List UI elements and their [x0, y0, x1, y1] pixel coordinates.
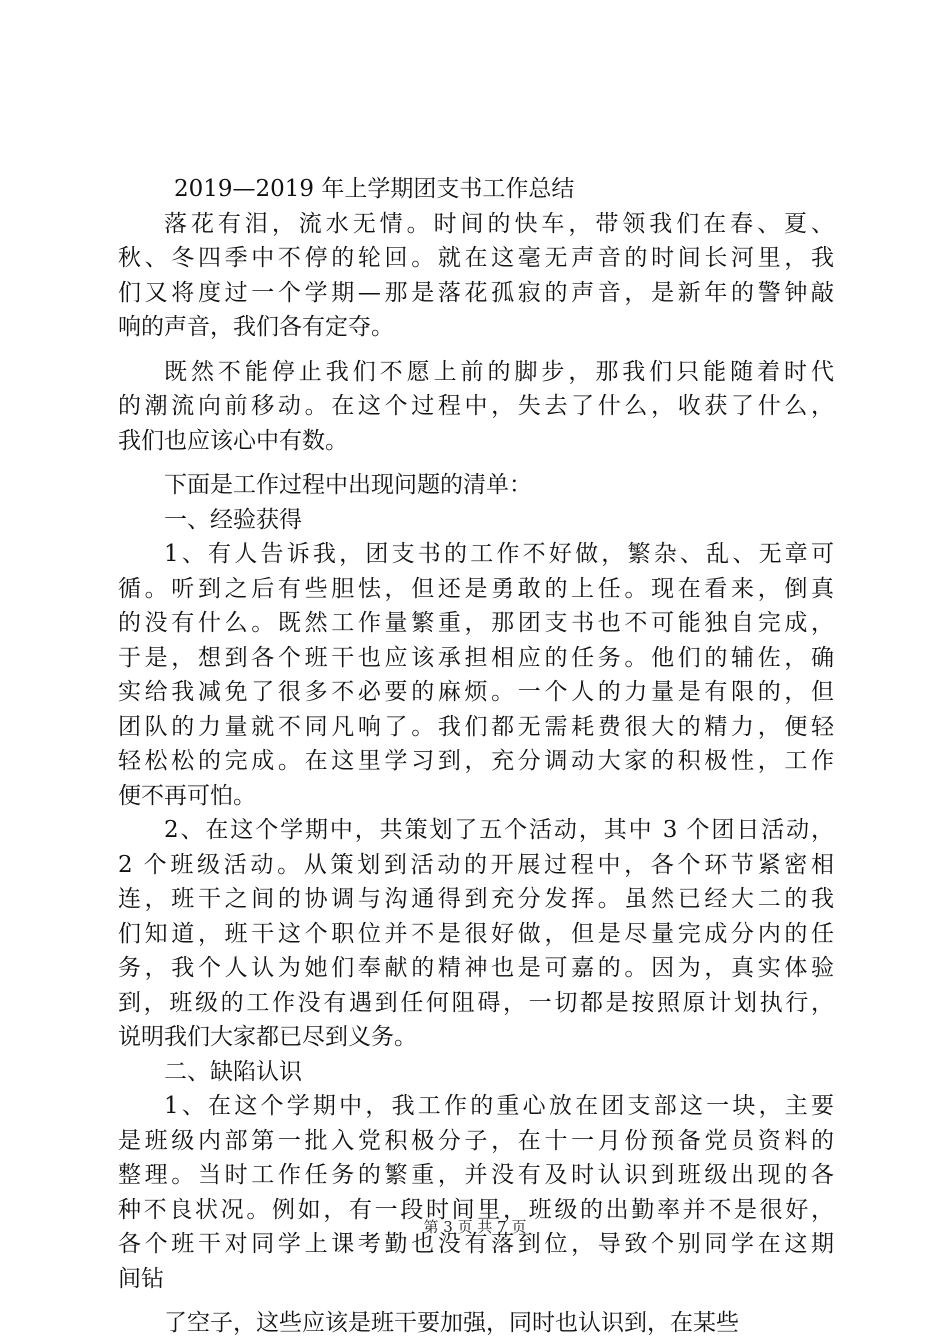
text-line: 连，班干之间的协调与沟通得到充分发挥。虽然已经大二的我	[118, 886, 834, 912]
text-line: 轻松松的完成。在这里学习到，充分调动大家的积极性，工作	[118, 748, 834, 774]
text-line: 的没有什么。既然工作量繁重，那团支书也不可能独自完成，	[118, 610, 834, 636]
text-line: 循。听到之后有些胆怯，但还是勇敢的上任。现在看来，倒真	[118, 575, 834, 602]
text-line: 实给我减免了很多不必要的麻烦。一个人的力量是有限的，但	[118, 679, 834, 705]
paragraph-3: 下面是工作过程中出现问题的清单：	[164, 472, 532, 498]
page-number: 第 3 页 共 7 页	[423, 1218, 527, 1236]
text-line: 秋、冬四季中不停的轮回。就在这毫无声音的时间长河里，我	[118, 245, 834, 271]
text-line: 的潮流向前移动。在这个过程中，失去了什么，收获了什么，	[118, 393, 834, 419]
text-line: 各个班干对同学上课考勤也没有落到位，导致个别同学在这期	[118, 1231, 834, 1257]
text-line: 1、在这个学期中，我工作的重心放在团支部这一块，主要	[164, 1093, 834, 1119]
text-line: 种不良状况。例如，有一段时间里，班级的出勤率并不是很好，	[118, 1196, 834, 1223]
text-line: 落花有泪，流水无情。时间的快车，带领我们在春、夏、	[164, 210, 834, 237]
document-body	[118, 172, 834, 1341]
text-line: 是班级内部第一批入党积极分子，在十一月份预备党员资料的	[118, 1127, 834, 1154]
text-line: 响的声音，我们各有定夺。	[118, 314, 394, 340]
paragraph-6	[118, 1089, 834, 1296]
text-line: 2 个班级活动。从策划到活动的开展过程中，各个环节紧密相	[118, 851, 834, 878]
text-line: 既然不能停止我们不愿上前的脚步，那我们只能随着时代	[164, 358, 834, 385]
text-line: 到，班级的工作没有遇到任何阻碍，一切都是按照原计划执行，	[118, 989, 834, 1016]
text-line: 我们也应该心中有数。	[118, 427, 348, 454]
text-line: 务，我个人认为她们奉献的精神也是可嘉的。因为，真实体验	[118, 955, 834, 981]
text-line: 整理。当时工作任务的繁重，并没有及时认识到班级出现的各	[118, 1162, 834, 1188]
paragraph-7: 了空子，这些应该是班干要加强，同时也认识到，在某些	[164, 1310, 739, 1336]
text-line: 团队的力量就不同凡响了。我们都无需耗费很大的精力，便轻	[118, 713, 834, 740]
text-line: 便不再可怕。	[118, 782, 256, 809]
text-line: 于是，想到各个班干也应该承担相应的任务。他们的辅佐，确	[118, 644, 834, 671]
text-line: 说明我们大家都已尽到义务。	[118, 1024, 417, 1050]
paragraph-2	[118, 355, 834, 459]
paragraph-4	[118, 537, 834, 813]
text-line: 们知道，班干这个职位并不是很好做，但是尽量完成分内的任	[118, 920, 834, 947]
section-heading-1: 一、经验获得	[164, 506, 302, 533]
document-title: 2019—2019 年上学期团支书工作总结	[174, 176, 575, 202]
text-line: 间钻	[118, 1265, 164, 1292]
text-line: 1、有人告诉我，团支书的工作不好做，繁杂、乱、无章可	[164, 541, 834, 567]
text-line: 2、在这个学期中，共策划了五个活动，其中 3 个团日活动，	[164, 817, 834, 843]
paragraph-5	[118, 813, 834, 1055]
text-line: 们又将度过一个学期—那是落花孤寂的声音，是新年的警钟敲	[118, 279, 834, 306]
paragraph-1	[118, 207, 834, 345]
section-heading-2: 二、缺陷认识	[164, 1058, 302, 1085]
